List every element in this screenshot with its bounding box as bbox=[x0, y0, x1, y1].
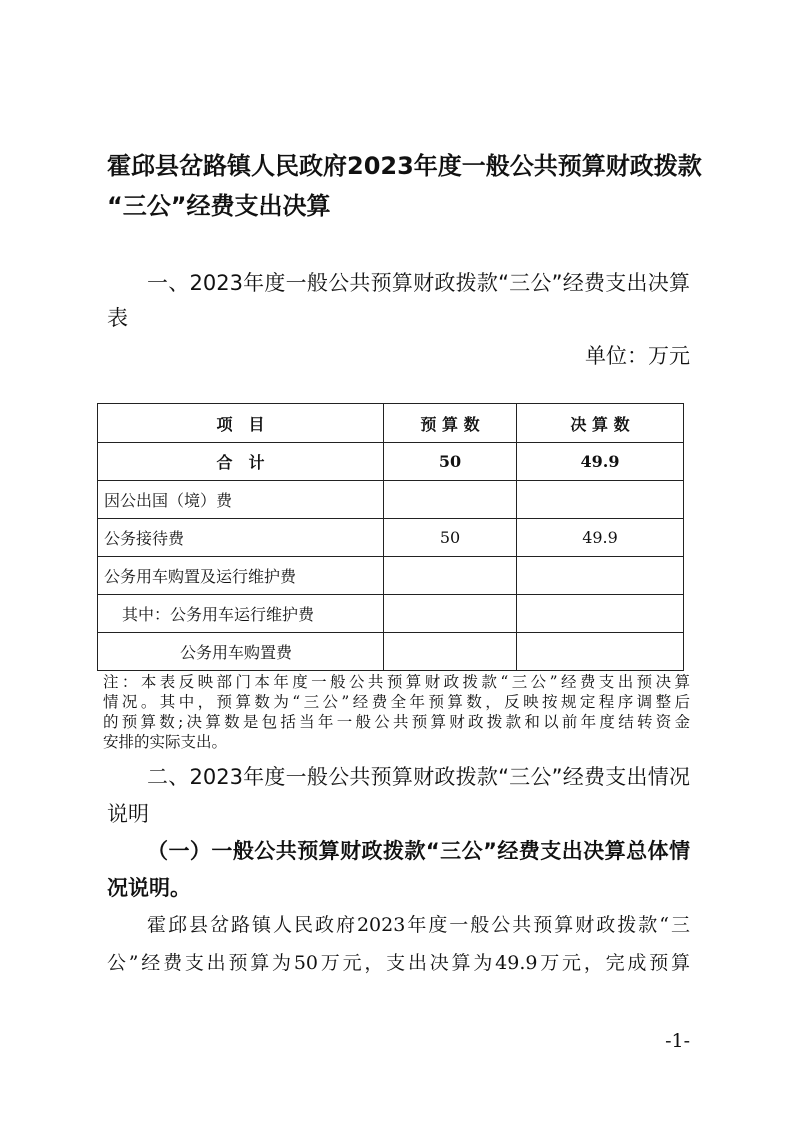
note-line: 注：本表反映部门本年度一般公共预算财政拨款“三公”经费支出预决算 bbox=[103, 673, 690, 691]
note-line: 情况。其中，预算数为“三公”经费全年预算数，反映按规定程序调整后 bbox=[103, 693, 690, 711]
paragraph-line: 霍邱县岔路镇人民政府2023年度一般公共预算财政拨款“三 bbox=[147, 914, 690, 936]
item-cell: 公务用车购置费 bbox=[98, 633, 384, 671]
header-budget: 预 算 数 bbox=[384, 404, 517, 443]
final-cell bbox=[517, 557, 684, 595]
final-cell bbox=[517, 633, 684, 671]
note-line: 安排的实际支出。 bbox=[103, 733, 228, 751]
table-row bbox=[98, 557, 684, 595]
note-line: 的预算数;决算数是包括当年一般公共预算财政拨款和以前年度结转资金 bbox=[103, 713, 690, 731]
table-row bbox=[98, 595, 684, 633]
header-item: 项 目 bbox=[98, 404, 384, 443]
header-final: 决 算 数 bbox=[517, 404, 684, 443]
unit-label: 单位：万元 bbox=[585, 344, 690, 368]
section2-heading-line-2: 说明 bbox=[107, 802, 149, 826]
final-cell: 49.9 bbox=[517, 443, 684, 481]
paragraph-line: 公”经费支出预算为50万元，支出决算为49.9万元，完成预算 bbox=[107, 952, 690, 974]
item-cell: 因公出国（境）费 bbox=[98, 481, 384, 519]
subsection1-heading-line-1: （一）一般公共预算财政拨款“三公”经费支出决算总体情 bbox=[147, 839, 690, 863]
budget-cell bbox=[384, 633, 517, 671]
final-cell bbox=[517, 481, 684, 519]
item-cell: 公务接待费 bbox=[98, 519, 384, 557]
final-cell: 49.9 bbox=[517, 519, 684, 557]
doc-title-line-2: “三公”经费支出决算 bbox=[107, 192, 331, 220]
table-row bbox=[98, 519, 684, 557]
table-row bbox=[98, 443, 684, 481]
three-public-expense-table bbox=[97, 403, 684, 671]
budget-cell: 50 bbox=[384, 443, 517, 481]
item-cell: 其中：公务用车运行维护费 bbox=[98, 595, 384, 633]
budget-cell bbox=[384, 481, 517, 519]
section1-heading-line-1: 一、2023年度一般公共预算财政拨款“三公”经费支出决算 bbox=[147, 271, 690, 295]
budget-cell: 50 bbox=[384, 519, 517, 557]
subsection1-heading-line-2: 况说明。 bbox=[107, 876, 191, 900]
budget-cell bbox=[384, 557, 517, 595]
item-cell: 公务用车购置及运行维护费 bbox=[98, 557, 384, 595]
section1-heading-line-2: 表 bbox=[107, 306, 128, 330]
final-cell bbox=[517, 595, 684, 633]
section2-heading-line-1: 二、2023年度一般公共预算财政拨款“三公”经费支出情况 bbox=[147, 765, 690, 789]
table-row bbox=[98, 481, 684, 519]
budget-cell bbox=[384, 595, 517, 633]
doc-title-line-1: 霍邱县岔路镇人民政府2023年度一般公共预算财政拨款 bbox=[107, 152, 702, 180]
table-row bbox=[98, 633, 684, 671]
page-number: -1- bbox=[665, 1030, 690, 1052]
table-header-row bbox=[98, 404, 684, 443]
item-cell: 合 计 bbox=[98, 443, 384, 481]
